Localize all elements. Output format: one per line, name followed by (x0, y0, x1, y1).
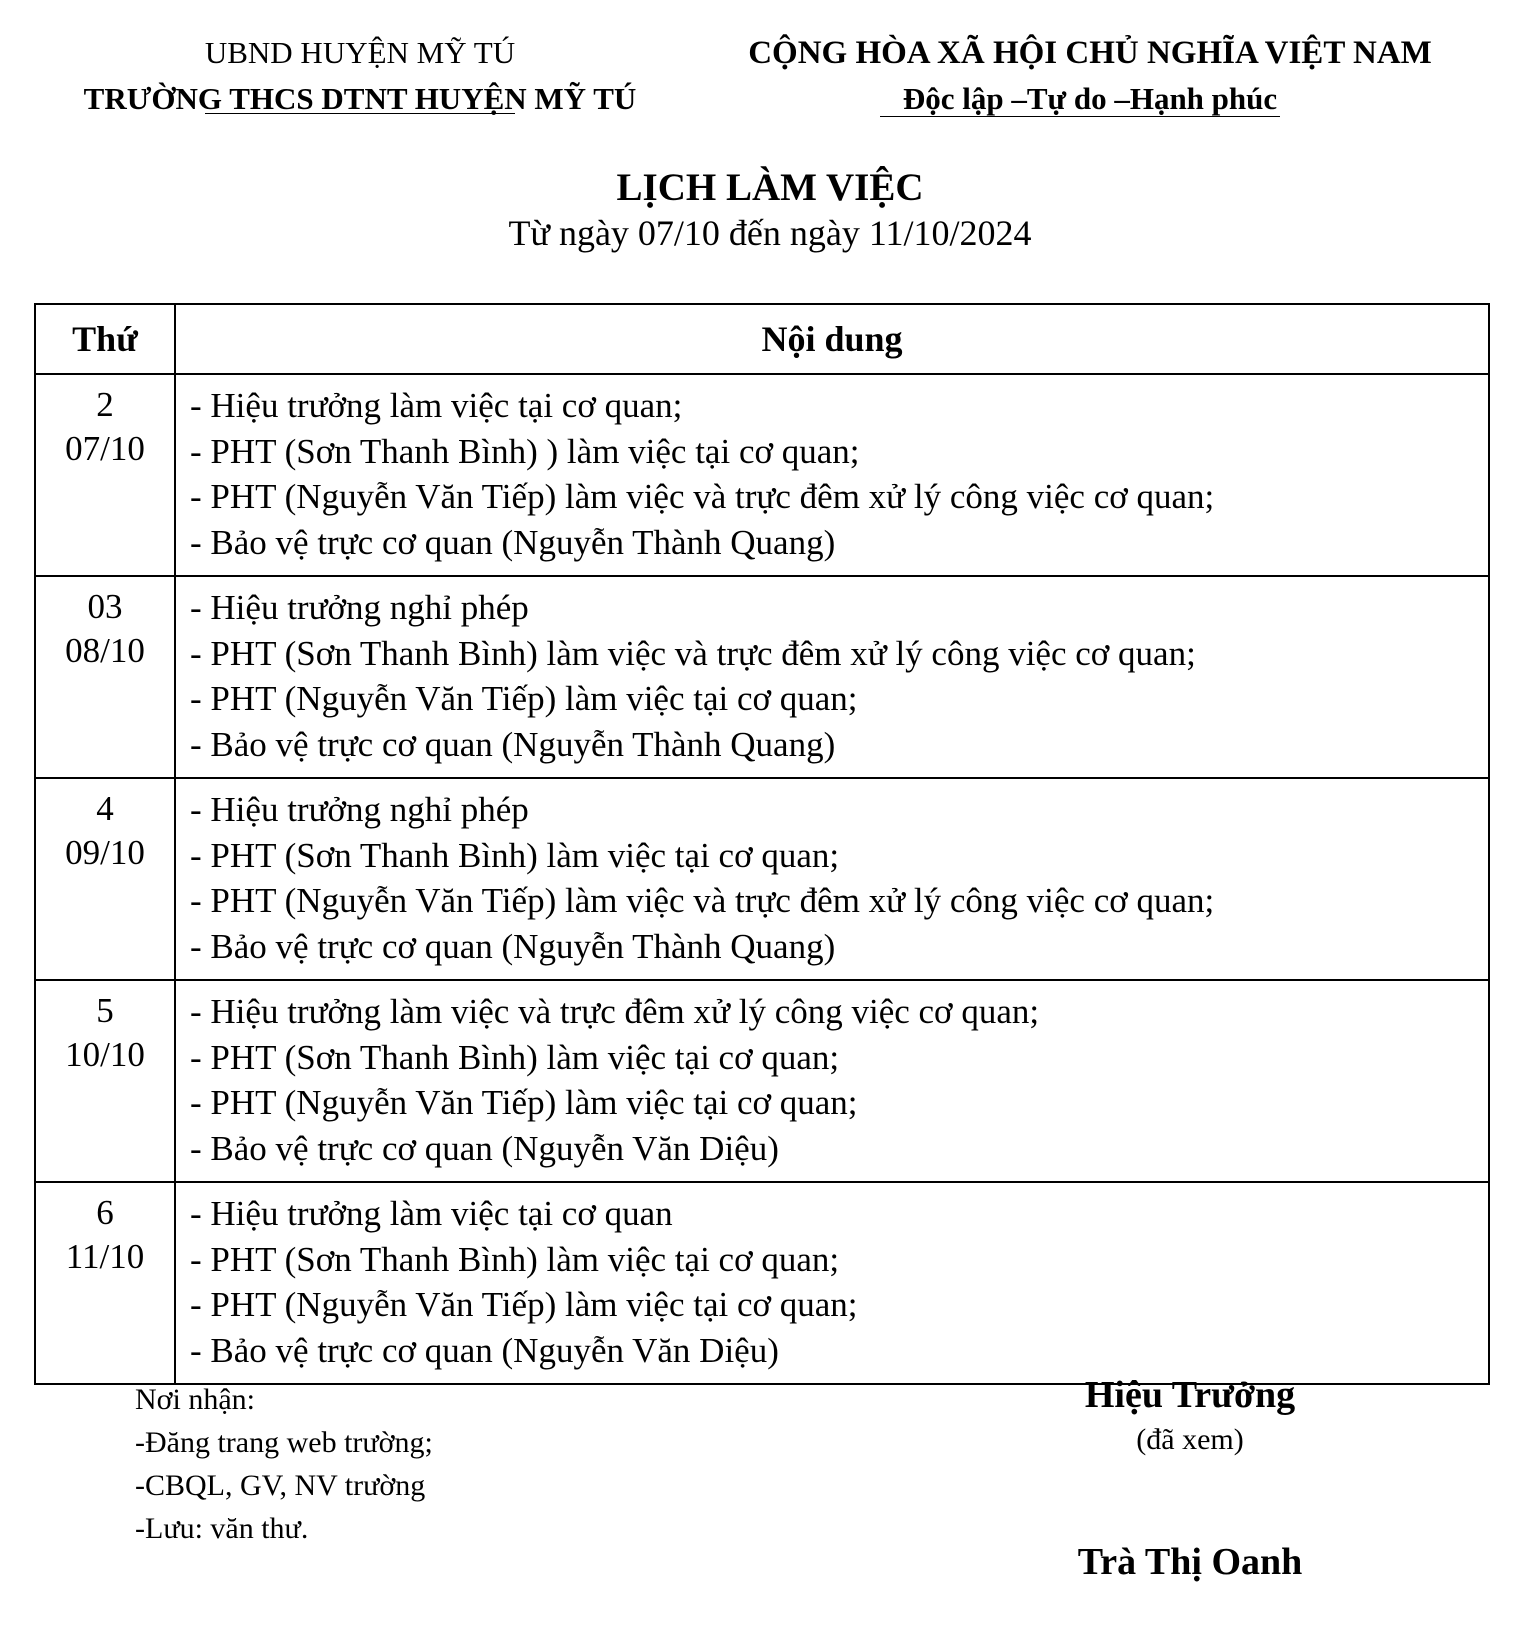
table-row (35, 980, 1489, 1182)
table-row (35, 576, 1489, 778)
table-header-row (35, 304, 1489, 374)
day-cell (35, 980, 175, 1182)
motto-underline (880, 116, 1280, 117)
schedule-date: 07/10 (65, 429, 145, 468)
schedule-entry: - PHT (Nguyễn Văn Tiếp) làm việc tại cơ quan; (190, 1285, 858, 1324)
schedule-entry: - Bảo vệ trực cơ quan (Nguyễn Văn Diệu) (190, 1330, 779, 1370)
schedule-entry: - PHT (Sơn Thanh Bình) làm việc tại cơ quan; (190, 1037, 840, 1077)
weekday-number: 4 (96, 789, 114, 828)
schedule-entry: - PHT (Nguyễn Văn Tiếp) làm việc và trực đêm xử lý công việc cơ quan; (190, 477, 1215, 516)
authority-underline (205, 113, 515, 114)
weekday-number: 2 (96, 385, 114, 424)
schedule-table (34, 303, 1490, 1385)
schedule-entry: - Bảo vệ trực cơ quan (Nguyễn Thành Quang) (190, 926, 836, 966)
day-cell (35, 778, 175, 980)
schedule-entry: - Hiệu trưởng làm việc tại cơ quan (190, 1194, 673, 1233)
document-subtitle: Từ ngày 07/10 đến ngày 11/10/2024 (508, 213, 1032, 253)
content-cell (175, 374, 1489, 576)
schedule-entry: - PHT (Sơn Thanh Bình) làm việc tại cơ quan; (190, 1239, 840, 1279)
day-cell (35, 374, 175, 576)
authority-line-1: UBND HUYỆN MỸ TÚ (204, 35, 516, 70)
day-cell (35, 1182, 175, 1384)
recipient-item: -Lưu: văn thư. (135, 1512, 309, 1545)
weekday-number: 6 (96, 1193, 114, 1232)
schedule-entry: - PHT (Nguyễn Văn Tiếp) làm việc tại cơ quan; (190, 679, 858, 718)
signer-note: (đã xem) (1136, 1423, 1244, 1456)
schedule-date: 09/10 (65, 833, 145, 872)
issuing-authority (40, 30, 680, 122)
weekday-number: 03 (87, 587, 123, 626)
schedule-entry: - Bảo vệ trực cơ quan (Nguyễn Thành Quang) (190, 724, 836, 764)
recipient-item: -CBQL, GV, NV trường (135, 1469, 426, 1502)
table-row (35, 778, 1489, 980)
schedule-entry: - PHT (Sơn Thanh Bình) làm việc tại cơ quan; (190, 835, 840, 875)
schedule-entry: - Hiệu trưởng nghỉ phép (190, 588, 529, 627)
schedule-entry: - PHT (Nguyễn Văn Tiếp) làm việc và trực đêm xử lý công việc cơ quan; (190, 881, 1215, 920)
table-row (35, 374, 1489, 576)
document-title: LỊCH LÀM VIỆC (616, 166, 924, 209)
column-header-day: Thứ (35, 304, 175, 374)
day-cell (35, 576, 175, 778)
national-motto (710, 30, 1470, 122)
weekday-number: 5 (96, 991, 114, 1030)
schedule-entry: - Bảo vệ trực cơ quan (Nguyễn Thành Quang) (190, 522, 836, 562)
country-name: CỘNG HÒA XÃ HỘI CHỦ NGHĨA VIỆT NAM (748, 35, 1432, 71)
schedule-date: 10/10 (65, 1035, 145, 1074)
content-cell (175, 1182, 1489, 1384)
schedule-entry: - PHT (Sơn Thanh Bình) ) làm việc tại cơ quan; (190, 431, 860, 471)
signer-name: Trà Thị Oanh (1077, 1541, 1303, 1583)
signer-role: Hiệu Trưởng (1084, 1374, 1296, 1416)
schedule-date: 11/10 (65, 1237, 145, 1276)
content-cell (175, 778, 1489, 980)
recipients-block (135, 1378, 433, 1550)
schedule-entry: - Bảo vệ trực cơ quan (Nguyễn Văn Diệu) (190, 1128, 779, 1168)
motto-line: Độc lập –Tự do –Hạnh phúc (902, 81, 1278, 116)
schedule-entry: - Hiệu trưởng nghỉ phép (190, 790, 529, 829)
recipient-item: -Đăng trang web trường; (135, 1426, 433, 1459)
signature-block (1040, 1370, 1340, 1460)
table-row (35, 1182, 1489, 1384)
schedule-entry: - PHT (Nguyễn Văn Tiếp) làm việc tại cơ quan; (190, 1083, 858, 1122)
recipients-label: Nơi nhận: (135, 1383, 256, 1416)
content-cell (175, 576, 1489, 778)
content-cell (175, 980, 1489, 1182)
authority-line-2: TRƯỜNG THCS DTNT HUYỆN MỸ TÚ (83, 81, 637, 116)
schedule-entry: - Hiệu trưởng làm việc tại cơ quan; (190, 386, 683, 425)
schedule-entry: - PHT (Sơn Thanh Bình) làm việc và trực đêm xử lý công việc cơ quan; (190, 633, 1196, 673)
schedule-date: 08/10 (65, 631, 145, 670)
column-header-content: Nội dung (175, 304, 1489, 374)
schedule-entry: - Hiệu trưởng làm việc và trực đêm xử lý công việc cơ quan; (190, 992, 1040, 1031)
